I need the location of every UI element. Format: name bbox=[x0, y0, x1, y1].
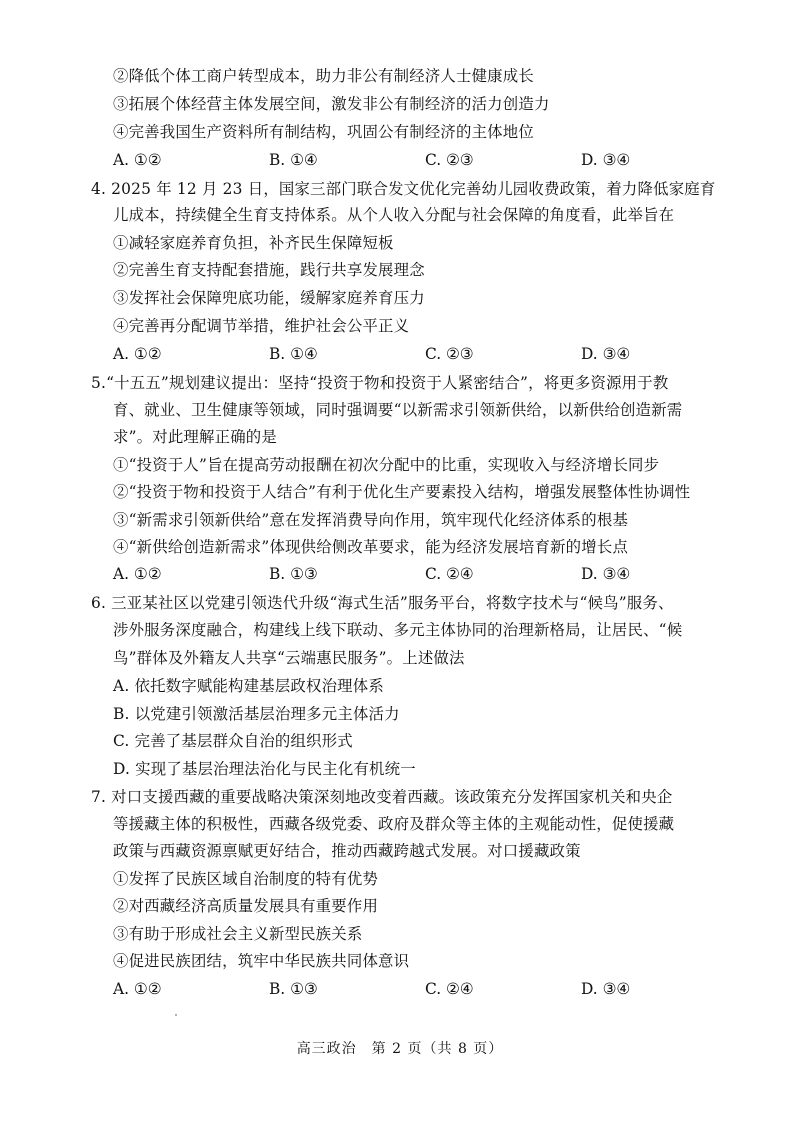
q6-option-a: A. 依托数字赋能构建基层政权治理体系 bbox=[113, 677, 384, 695]
q7-options bbox=[0, 979, 760, 1001]
q6-option-b: B. 以党建引领激活基层治理多元主体活力 bbox=[113, 705, 400, 723]
q7-item-2: ②对西藏经济高质量发展具有重要作用 bbox=[113, 897, 379, 915]
q3-item-3: ③拓展个体经营主体发展空间，激发非公有制经济的活力创造力 bbox=[113, 95, 550, 113]
q5-option-a: A. ①② bbox=[113, 565, 162, 583]
q6-option-d: D. 实现了基层治理法治化与民主化有机统一 bbox=[113, 760, 416, 778]
q7-option-a: A. ①② bbox=[113, 980, 162, 998]
q7-stem-line3: 政策与西藏资源禀赋更好结合，推动西藏跨越式发展。对口援藏政策 bbox=[113, 842, 581, 860]
q6-stem-line3: 鸟”群体及外籍友人共享“云端惠民服务”。上述做法 bbox=[113, 649, 465, 667]
q4-item-2: ②完善生育支持配套措施，践行共享发展理念 bbox=[113, 261, 425, 279]
q7-item-3: ③有助于形成社会主义新型民族关系 bbox=[113, 925, 363, 943]
q5-option-c: C. ②④ bbox=[425, 565, 474, 583]
page-footer: 高三政治 第 2 页（共 8 页） bbox=[296, 1041, 504, 1057]
q4-options bbox=[0, 344, 760, 366]
q6-option-c: C. 完善了基层群众自治的组织形式 bbox=[113, 732, 353, 750]
q5-options bbox=[0, 564, 760, 586]
q5-stem-line2: 育、就业、卫生健康等领域，同时强调要“以新需求引领新供给，以新供给创造新需 bbox=[113, 401, 683, 419]
q4-item-1: ①减轻家庭养育负担，补齐民生保障短板 bbox=[113, 234, 394, 252]
q3-option-a: A. ①② bbox=[113, 151, 162, 169]
q5-stem-line1: 5.“十五五”规划建议提出：坚持“投资于物和投资于人紧密结合”，将更多资源用于教 bbox=[91, 374, 669, 392]
scan-speck bbox=[175, 1014, 177, 1016]
q3-option-d: D. ③④ bbox=[581, 151, 631, 169]
q4-option-b: B. ①④ bbox=[269, 345, 318, 363]
q7-stem-line2: 等援藏主体的积极性，西藏各级党委、政府及群众等主体的主观能动性，促使援藏 bbox=[113, 815, 675, 833]
q7-stem-line1: 7. 对口支援西藏的重要战略决策深刻地改变着西藏。该政策充分发挥国家机关和央企 bbox=[91, 788, 673, 806]
q5-item-4: ④“新供给创造新需求”体现供给侧改革要求，能为经济发展培育新的增长点 bbox=[113, 538, 629, 556]
q6-stem-line2: 涉外服务深度融合，构建线上线下联动、多元主体协同的治理新格局，让居民、“候 bbox=[113, 621, 683, 639]
q7-option-c: C. ②④ bbox=[425, 980, 474, 998]
q4-option-d: D. ③④ bbox=[581, 345, 631, 363]
q5-option-d: D. ③④ bbox=[581, 565, 631, 583]
q4-item-3: ③发挥社会保障兜底功能，缓解家庭养育压力 bbox=[113, 289, 425, 307]
q3-option-b: B. ①④ bbox=[269, 151, 318, 169]
q5-option-b: B. ①③ bbox=[269, 565, 318, 583]
q7-option-d: D. ③④ bbox=[581, 980, 631, 998]
q4-stem-line1: 4. 2025 年 12 月 23 日，国家三部门联合发文优化完善幼儿园收费政策，着力降低家庭育 bbox=[91, 180, 716, 198]
q5-item-3: ③“新需求引领新供给”意在发挥消费导向作用，筑牢现代化经济体系的根基 bbox=[113, 511, 629, 529]
q3-item-2: ②降低个体工商户转型成本，助力非公有制经济人士健康成长 bbox=[113, 67, 534, 85]
q4-option-a: A. ①② bbox=[113, 345, 162, 363]
q7-option-b: B. ①③ bbox=[269, 980, 318, 998]
q5-item-2: ②“投资于物和投资于人结合”有利于优化生产要素投入结构，增强发展整体性协调性 bbox=[113, 483, 691, 501]
q6-stem-line1: 6. 三亚某社区以党建引领迭代升级“海式生活”服务平台，将数字技术与“候鸟”服务、 bbox=[91, 594, 674, 612]
q3-option-c: C. ②③ bbox=[425, 151, 474, 169]
q3-options bbox=[0, 150, 760, 172]
q5-item-1: ①“投资于人”旨在提高劳动报酬在初次分配中的比重，实现收入与经济增长同步 bbox=[113, 456, 660, 474]
q4-item-4: ④完善再分配调节举措，维护社会公平正义 bbox=[113, 317, 410, 335]
q4-option-c: C. ②③ bbox=[425, 345, 474, 363]
q5-stem-line3: 求”。对此理解正确的是 bbox=[113, 428, 277, 446]
q7-item-1: ①发挥了民族区域自治制度的特有优势 bbox=[113, 870, 379, 888]
q3-item-4: ④完善我国生产资料所有制结构，巩固公有制经济的主体地位 bbox=[113, 123, 534, 141]
q7-item-4: ④促进民族团结，筑牢中华民族共同体意识 bbox=[113, 952, 410, 970]
q4-stem-line2: 儿成本，持续健全生育支持体系。从个人收入分配与社会保障的角度看，此举旨在 bbox=[113, 206, 675, 224]
